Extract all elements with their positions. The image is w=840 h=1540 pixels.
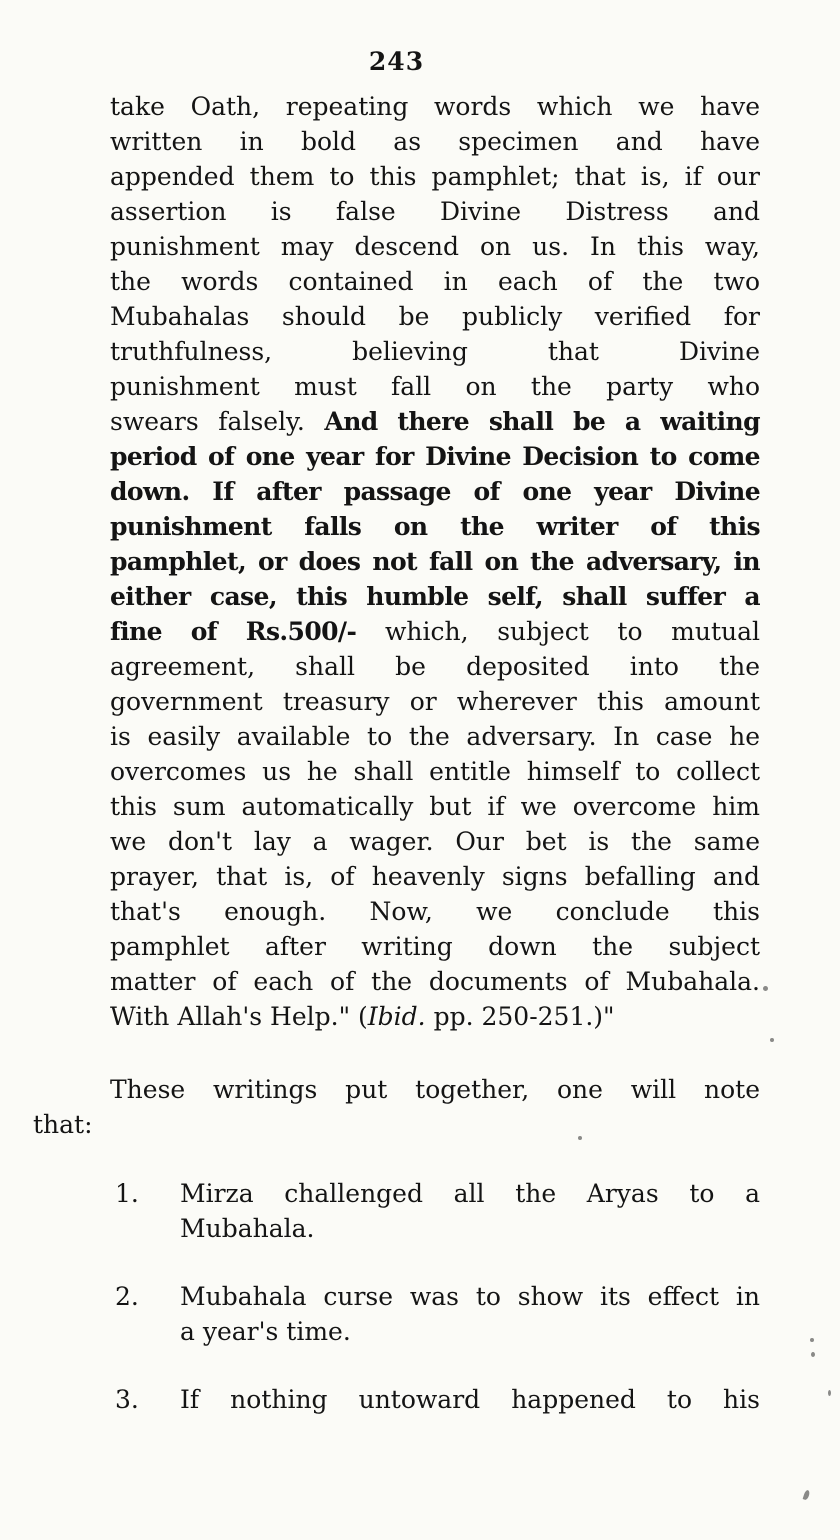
scan-speck: [811, 1352, 815, 1357]
quote-text-segment: punishment must fall on the party who: [110, 372, 760, 401]
quote-line: [110, 999, 760, 1034]
quote-line: [110, 404, 760, 439]
quote-line: [110, 89, 760, 124]
quote-text-segment: appended them to this pamphlet; that is, if our: [110, 162, 760, 191]
list-item-text: [180, 1382, 760, 1417]
closing-paragraph: [33, 1072, 760, 1142]
list-item-text: [180, 1176, 760, 1246]
quote-line: [110, 369, 760, 404]
quote-line: [110, 509, 760, 544]
quote-line: [110, 229, 760, 264]
page-number: 243: [368, 47, 425, 76]
list-item: [115, 1176, 760, 1246]
quote-line: [110, 439, 760, 474]
quote-line: [110, 264, 760, 299]
list-item-text: [180, 1279, 760, 1349]
paragraph-line: These writings put together, one will note: [110, 1075, 760, 1104]
scan-speck: [828, 1390, 831, 1396]
quote-text-segment: truthfulness, believing that Divine: [110, 337, 760, 366]
list-item-number: 1.: [115, 1179, 139, 1208]
quote-line: [110, 649, 760, 684]
quote-text-segment: punishment may descend on us. In this way,: [110, 232, 760, 261]
quote-text-segment: we don't lay a wager. Our bet is the same: [110, 827, 760, 856]
scan-speck: [578, 1136, 582, 1140]
quote-text-segment: period of one year for Divine Decision to come: [110, 442, 760, 471]
quote-text-segment: the words contained in each of the two: [110, 267, 760, 296]
quote-text-segment: that's enough. Now, we conclude this: [110, 897, 760, 926]
quote-text-segment: either case, this humble self, shall suffer a: [110, 582, 760, 611]
list-item-line: Mubahala curse was to show its effect in: [180, 1282, 760, 1311]
quoted-passage: [110, 89, 760, 1034]
quote-text-segment: fine of Rs.500/-: [110, 617, 386, 646]
scan-speck: [803, 1489, 811, 1500]
quote-text-segment: prayer, that is, of heavenly signs befalling and: [110, 862, 760, 891]
list-item: [115, 1279, 760, 1349]
list-item-number: 3.: [115, 1385, 139, 1414]
quote-text-segment: agreement, shall be deposited into the: [110, 652, 760, 681]
list-item-line: Mubahala.: [180, 1214, 315, 1243]
scan-speck: [770, 1038, 774, 1042]
quote-text-segment: Mubahalas should be publicly verified for: [110, 302, 760, 331]
scan-speck: [810, 1338, 814, 1342]
quote-line: [110, 824, 760, 859]
quote-line: [110, 159, 760, 194]
notes-list: [33, 1176, 760, 1417]
quote-line: [110, 614, 760, 649]
quote-text-segment: which, subject to mutual: [385, 617, 760, 646]
quote-text-segment: punishment falls on the writer of this: [110, 512, 760, 541]
quote-text-segment: With Allah's Help." (: [110, 1002, 368, 1031]
quote-line: [110, 334, 760, 369]
list-item-line: Mirza challenged all the Aryas to a: [180, 1179, 760, 1208]
quote-text-segment: overcomes us he shall entitle himself to collect: [110, 757, 760, 786]
paragraph-line: that:: [33, 1110, 93, 1139]
quote-line: [110, 194, 760, 229]
quote-text-segment: Ibid.: [367, 1002, 426, 1031]
list-item: [115, 1382, 760, 1417]
quote-line: [110, 754, 760, 789]
quote-text-segment: take Oath, repeating words which we have: [110, 92, 760, 121]
quote-text-segment: down. If after passage of one year Divine: [110, 477, 760, 506]
quote-text-segment: written in bold as specimen and have: [110, 127, 760, 156]
quote-line: [110, 544, 760, 579]
quote-line: [110, 579, 760, 614]
quote-line: [110, 859, 760, 894]
quote-text-segment: is easily available to the adversary. In case he: [110, 722, 760, 751]
quote-line: [110, 124, 760, 159]
quote-text-segment: pamphlet, or does not fall on the adversary, in: [110, 547, 760, 576]
quote-line: [110, 789, 760, 824]
quote-text-segment: matter of each of the documents of Mubahala.: [110, 967, 760, 996]
quote-text-segment: swears falsely.: [110, 407, 325, 436]
quote-line: [110, 474, 760, 509]
quote-text-segment: assertion is false Divine Distress and: [110, 197, 760, 226]
list-item-number: 2.: [115, 1282, 139, 1311]
quote-text-segment: And there shall be a waiting: [324, 407, 760, 436]
quote-line: [110, 299, 760, 334]
quote-line: [110, 929, 760, 964]
quote-text-segment: pp. 250-251.)": [425, 1002, 615, 1031]
quote-text-segment: pamphlet after writing down the subject: [110, 932, 760, 961]
list-item-line: If nothing untoward happened to his: [180, 1385, 760, 1414]
quote-line: [110, 719, 760, 754]
quote-text-segment: government treasury or wherever this amount: [110, 687, 760, 716]
quote-text-segment: this sum automatically but if we overcome him: [110, 792, 760, 821]
quote-line: [110, 964, 760, 999]
scan-speck: [763, 986, 768, 991]
quote-line: [110, 894, 760, 929]
list-item-line: a year's time.: [180, 1317, 351, 1346]
quote-line: [110, 684, 760, 719]
